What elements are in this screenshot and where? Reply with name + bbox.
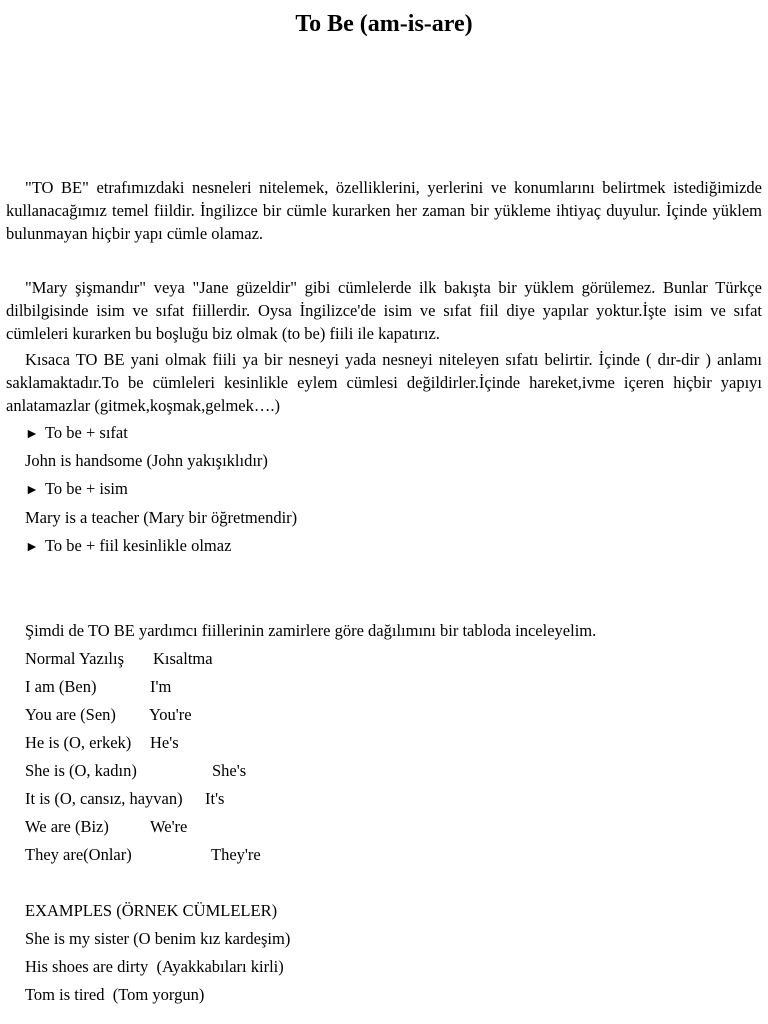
- table-cell-normal: She is (O, kadın): [25, 761, 137, 780]
- rule-text: To be + sıfat: [45, 423, 128, 442]
- table-cell-normal: We are (Biz): [25, 817, 109, 836]
- table-cell-short: He's: [150, 733, 179, 752]
- arrow-right-icon: ►: [25, 427, 39, 442]
- rule-example: John is handsome (John yakışıklıdır): [25, 451, 268, 470]
- example-sentence: His shoes are dirty (Ayakkabıları kirli): [25, 957, 284, 976]
- paragraph-noun-adjective: "Mary şişmandır" veya "Jane güzeldir" gibi cümlelerde ilk bakışta bir yüklem görülemez. Bunlar Türkçe dilbilgisinde isim ve sıfat fiillerdir. Oysa İngilizce'de isim ve sıfat fiil diye yapılar yoktur.İşte isim ve sıfat cümleleri kurarken bu boşluğu biz olmak (to be) fiili ile kapatırız.: [6, 278, 762, 343]
- table-header-short: Kısaltma: [153, 649, 213, 668]
- rule-item: [25, 477, 128, 502]
- arrow-right-icon: ►: [25, 483, 39, 498]
- table-header-normal: Normal Yazılış: [25, 649, 124, 668]
- rule-text: To be + isim: [45, 479, 128, 498]
- rule-text: To be + fiil kesinlikle olmaz: [45, 536, 232, 555]
- table-cell-normal: I am (Ben): [25, 677, 97, 696]
- rule-example: Mary is a teacher (Mary bir öğretmendir): [25, 508, 298, 527]
- table-cell-short: They're: [211, 845, 261, 864]
- rule-item: [25, 421, 128, 446]
- table-cell-normal: You are (Sen): [25, 705, 116, 724]
- table-intro: Şimdi de TO BE yardımcı fiillerinin zamirlere göre dağılımını bir tabloda inceleyelim.: [25, 621, 597, 640]
- page-title: To Be (am-is-are): [295, 11, 473, 37]
- table-cell-short: We're: [150, 817, 188, 836]
- table-cell-normal: He is (O, erkek): [25, 733, 132, 752]
- example-sentence: She is my sister (O benim kız kardeşim): [25, 929, 291, 948]
- rule-item: [25, 534, 231, 559]
- arrow-right-icon: ►: [25, 540, 39, 555]
- examples-heading: EXAMPLES (ÖRNEK CÜMLELER): [25, 901, 278, 920]
- example-sentence: Tom is tired (Tom yorgun): [25, 985, 205, 1004]
- table-cell-normal: It is (O, cansız, hayvan): [25, 789, 183, 808]
- table-cell-short: It's: [205, 789, 225, 808]
- paragraph-summary: Kısaca TO BE yani olmak fiili ya bir nesneyi yada nesneyi niteleyen sıfatı belirtir. İçinde ( dır-dir ) anlamı saklamaktadır.To be cümleleri kesinlikle eylem cümlesi değildirler.İçinde hareket,ivme içeren hiçbir yapıyı anlatamazlar (gitmek,koşmak,gelmek….): [6, 350, 762, 415]
- table-cell-short: You're: [149, 705, 192, 724]
- paragraph-intro: "TO BE" etrafımızdaki nesneleri nitelemek, özelliklerini, yerlerini ve konumlarını belirtmek istediğimizde kullanacağımız temel fiildir. İngilizce bir cümle kurarken her zaman bir yükleme ihtiyaç duyulur. İçinde yüklem bulunmayan hiçbir yapı cümle olamaz.: [6, 178, 762, 243]
- table-cell-short: She's: [212, 761, 247, 780]
- table-cell-short: I'm: [150, 677, 172, 696]
- table-cell-normal: They are(Onlar): [25, 845, 132, 864]
